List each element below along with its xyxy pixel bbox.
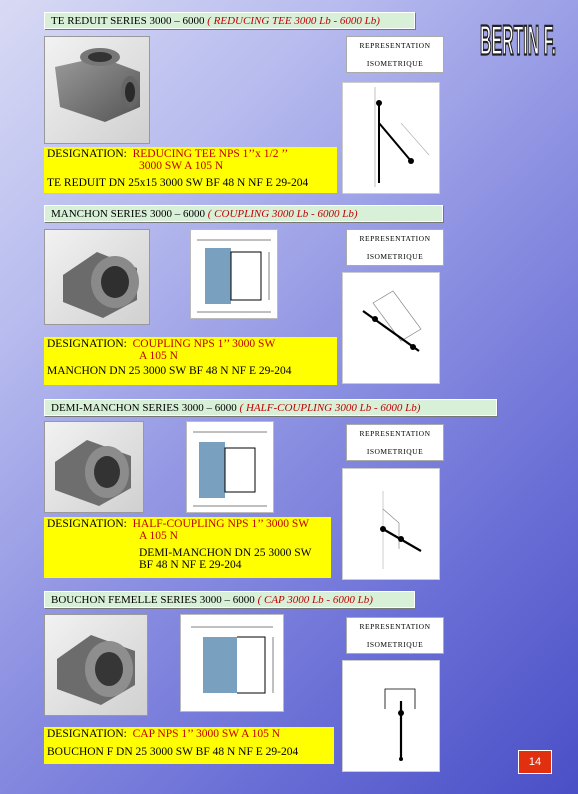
representation-box xyxy=(346,36,444,73)
representation-label: REPRESENTATION xyxy=(359,429,431,438)
representation-box xyxy=(346,617,444,654)
designation-cap xyxy=(44,727,334,764)
section-header-reducing-tee xyxy=(44,12,415,29)
isometric-drawing-half-coupling xyxy=(342,468,440,580)
designation-fr: BOUCHON F DN 25 3000 SW BF 48 N NF E 29-204 xyxy=(47,745,299,758)
designation-en-2: A 105 N xyxy=(139,529,178,542)
designation-fr-2: BF 48 N NF E 29-204 xyxy=(139,558,242,571)
header-en: ( CAP 3000 Lb - 6000 Lb) xyxy=(257,594,373,606)
coupling-dimension-drawing xyxy=(190,229,278,319)
cap-dimension-drawing xyxy=(180,614,284,712)
designation-en: CAP NPS 1’’ 3000 SW A 105 N xyxy=(132,728,281,740)
designation-fr: TE REDUIT DN 25x15 3000 SW BF 48 N NF E 29-204 xyxy=(47,177,309,189)
designation-label: DESIGNATION: xyxy=(47,338,127,350)
header-fr: BOUCHON FEMELLE SERIES 3000 – 6000 xyxy=(51,594,255,606)
header-en: ( COUPLING 3000 Lb - 6000 Lb) xyxy=(207,208,358,220)
designation-en: REDUCING TEE NPS 1’’x 1/2 ’’ xyxy=(132,148,289,160)
cap-photo xyxy=(44,614,148,716)
designation-reducing-tee xyxy=(44,147,337,193)
designation-label: DESIGNATION: xyxy=(47,518,127,530)
representation-label: REPRESENTATION xyxy=(359,41,431,50)
section-header-cap xyxy=(44,591,415,608)
header-en: ( HALF-COUPLING 3000 Lb - 6000 Lb) xyxy=(239,402,421,414)
designation-label: DESIGNATION: xyxy=(47,148,127,160)
representation-box xyxy=(346,229,444,266)
designation-en-2: A 105 N xyxy=(139,349,178,362)
designation-en: COUPLING NPS 1’’ 3000 SW xyxy=(132,338,276,350)
header-fr: DEMI-MANCHON SERIES 3000 – 6000 xyxy=(51,402,237,414)
svg-text:BERTIN F.: BERTIN F. xyxy=(480,16,556,60)
section-header-coupling xyxy=(44,205,443,222)
designation-coupling xyxy=(44,337,337,385)
designation-fr: MANCHON DN 25 3000 SW BF 48 N NF E 29-204 xyxy=(47,365,292,377)
coupling-photo xyxy=(44,229,150,325)
representation-box xyxy=(346,424,444,461)
designation-en: HALF-COUPLING NPS 1’’ 3000 SW xyxy=(132,518,310,530)
reducing-tee-photo xyxy=(44,36,150,144)
bertin-logo xyxy=(478,14,558,60)
representation-label: REPRESENTATION xyxy=(359,622,431,631)
designation-label: DESIGNATION: xyxy=(47,728,127,740)
representation-label: REPRESENTATION xyxy=(359,234,431,243)
header-fr: TE REDUIT SERIES 3000 – 6000 xyxy=(51,15,205,27)
isometric-drawing-coupling xyxy=(342,272,440,384)
header-en: ( REDUCING TEE 3000 Lb - 6000 Lb) xyxy=(207,15,380,27)
page-number: 14 xyxy=(518,750,552,774)
isometric-label: ISOMETRIQUE xyxy=(366,59,424,68)
section-header-half-coupling xyxy=(44,399,497,416)
isometric-label: ISOMETRIQUE xyxy=(366,640,424,649)
header-fr: MANCHON SERIES 3000 – 6000 xyxy=(51,208,206,220)
isometric-drawing-cap xyxy=(342,660,440,772)
designation-half-coupling xyxy=(44,517,331,578)
designation-fr: DEMI-MANCHON DN 25 3000 SW xyxy=(139,547,312,559)
half-coupling-dimension-drawing xyxy=(186,421,274,513)
designation-en-2: 3000 SW A 105 N xyxy=(139,159,224,172)
isometric-label: ISOMETRIQUE xyxy=(366,447,424,456)
isometric-drawing-tee xyxy=(342,82,440,194)
half-coupling-photo xyxy=(44,421,144,513)
isometric-label: ISOMETRIQUE xyxy=(366,252,424,261)
